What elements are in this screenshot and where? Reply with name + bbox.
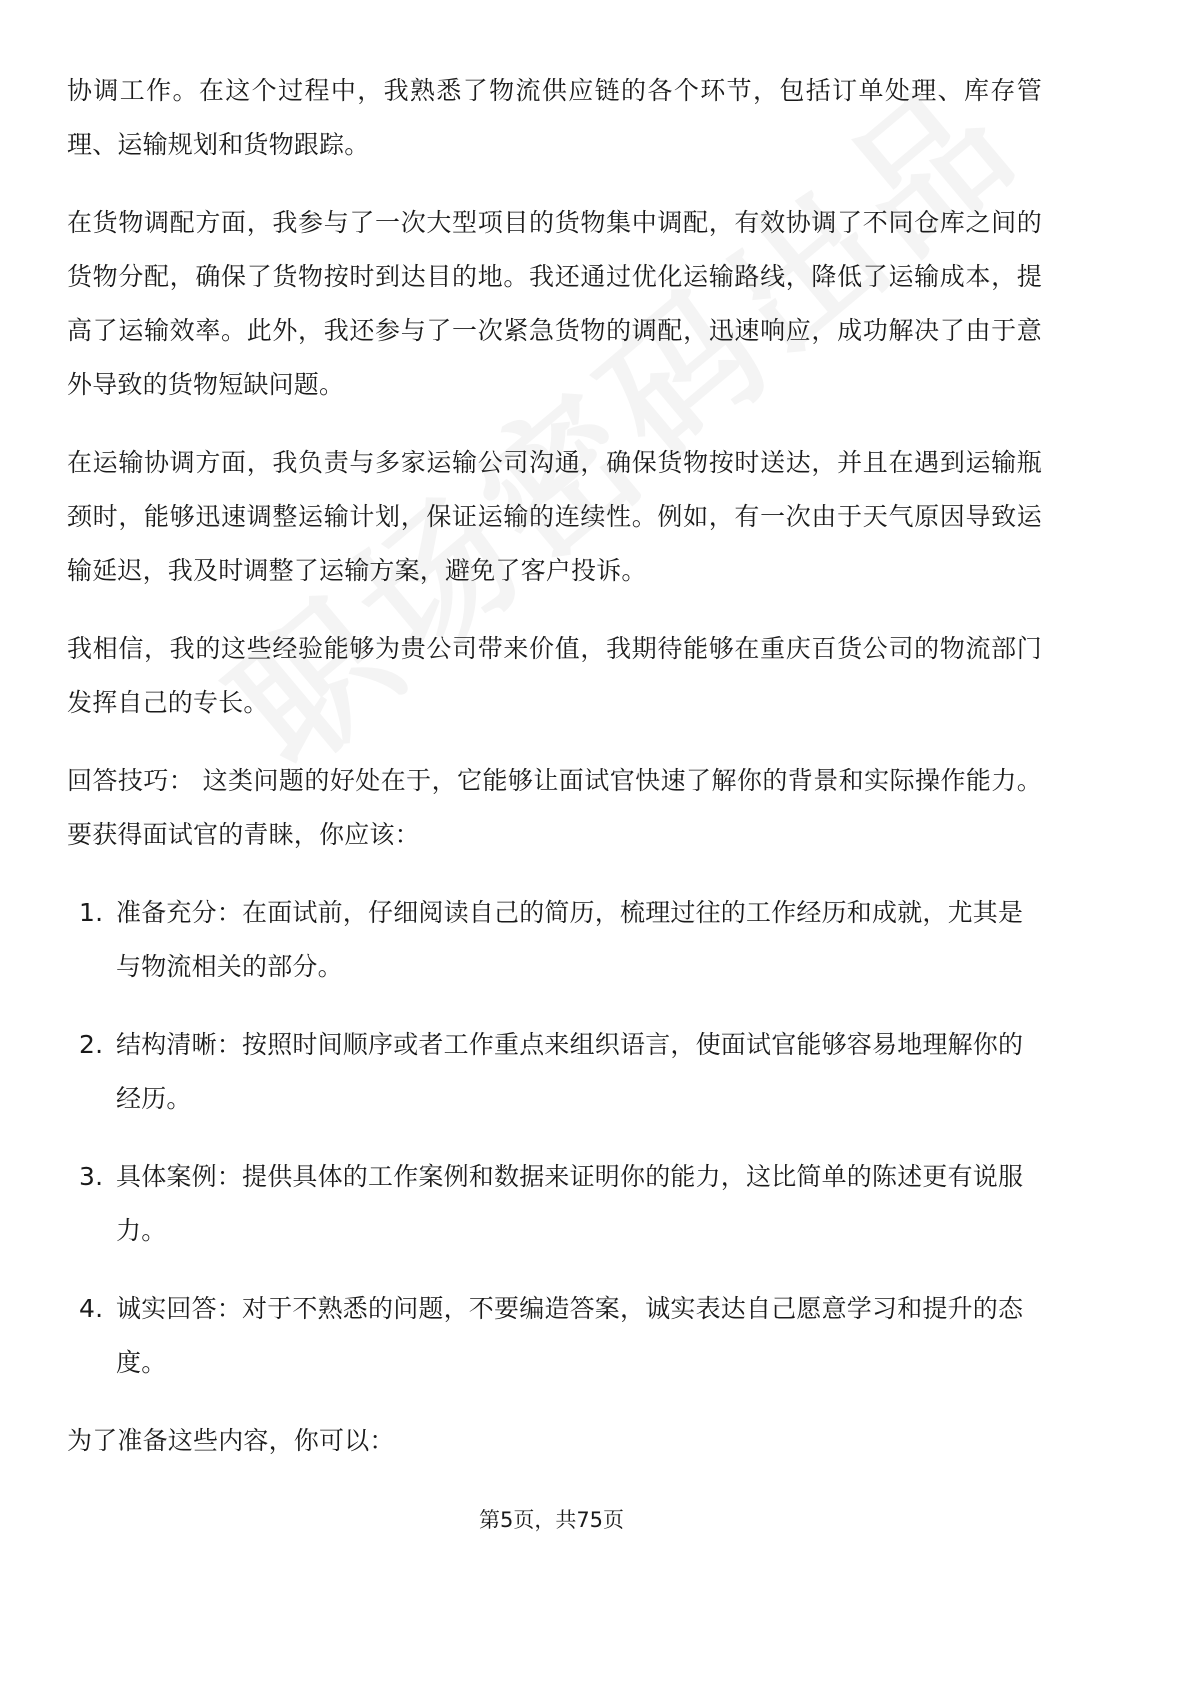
list-item <box>67 886 1042 994</box>
page-content <box>67 64 1042 1492</box>
list-item-number: 1. <box>79 898 104 927</box>
paragraph-4: 我相信，我的这些经验能够为贵公司带来价值，我期待能够在重庆百货公司的物流部门发挥自己的专长。 <box>67 634 1042 717</box>
list-item-text: 诚实回答：对于不熟悉的问题，不要编造答案，诚实表达自己愿意学习和提升的态度。 <box>116 1294 1024 1377</box>
list-item <box>67 1282 1042 1390</box>
answer-tips-intro: 回答技巧： 这类问题的好处在于，它能够让面试官快速了解你的背景和实际操作能力。要获得面试官的青睐，你应该： <box>67 766 1042 849</box>
page-footer: 第5页，共75页 <box>478 1508 625 1532</box>
list-item-text: 具体案例：提供具体的工作案例和数据来证明你的能力，这比简单的陈述更有说服力。 <box>116 1162 1024 1245</box>
closing-paragraph: 为了准备这些内容，你可以： <box>67 1426 395 1455</box>
list-item <box>67 1150 1042 1258</box>
paragraph-1: 协调工作。在这个过程中，我熟悉了物流供应链的各个环节，包括订单处理、库存管理、运输规划和货物跟踪。 <box>67 76 1042 159</box>
list-item-number: 2. <box>79 1030 104 1059</box>
paragraph-2: 在货物调配方面，我参与了一次大型项目的货物集中调配，有效协调了不同仓库之间的货物分配，确保了货物按时到达目的地。我还通过优化运输路线，降低了运输成本，提高了运输效率。此外，我还参与了一次紧急货物的调配，迅速响应，成功解决了由于意外导致的货物短缺问题。 <box>67 208 1042 399</box>
paragraph-3: 在运输协调方面，我负责与多家运输公司沟通，确保货物按时送达，并且在遇到运输瓶颈时，能够迅速调整运输计划，保证运输的连续性。例如，有一次由于天气原因导致运输延迟，我及时调整了运输方案，避免了客户投诉。 <box>67 448 1042 585</box>
list-item-number: 4. <box>79 1294 104 1323</box>
tips-list <box>67 886 1042 1390</box>
list-item-text: 准备充分：在面试前，仔细阅读自己的简历，梳理过往的工作经历和成就，尤其是与物流相关的部分。 <box>116 898 1024 981</box>
list-item-text: 结构清晰：按照时间顺序或者工作重点来组织语言，使面试官能够容易地理解你的经历。 <box>116 1030 1024 1113</box>
list-item-number: 3. <box>79 1162 104 1191</box>
list-item <box>67 1018 1042 1126</box>
